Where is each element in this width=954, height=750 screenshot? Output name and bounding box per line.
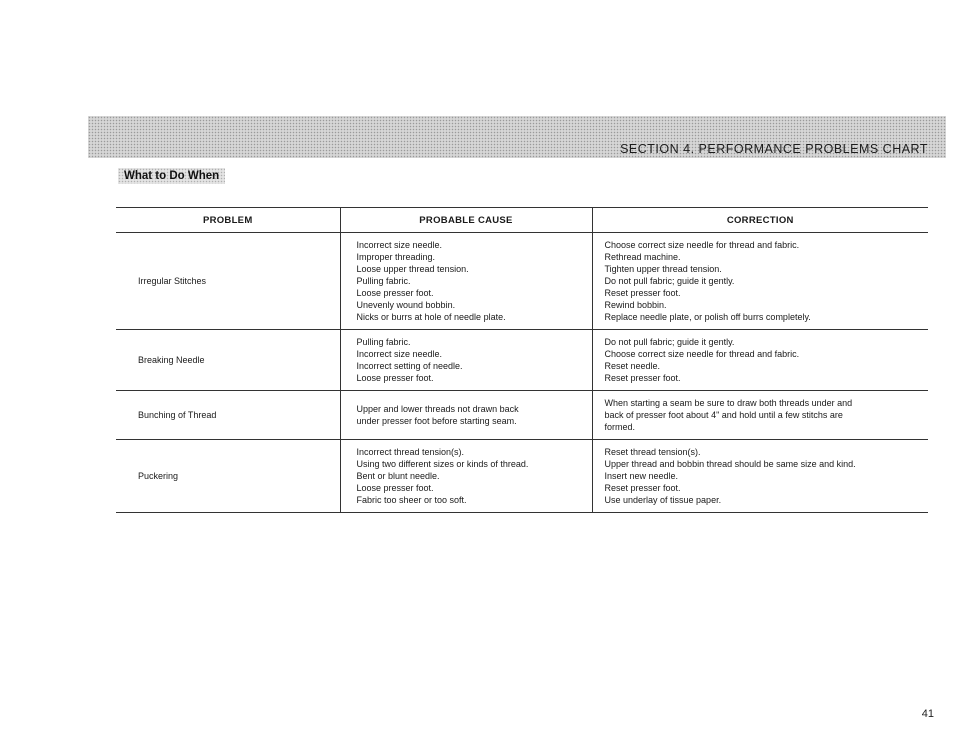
section-title: SECTION 4. PERFORMANCE PROBLEMS CHART — [620, 142, 928, 156]
correction-line: Use underlay of tissue paper. — [604, 495, 722, 505]
correction-line: Reset presser foot. — [604, 373, 681, 383]
table-header — [116, 208, 928, 233]
correction-line: Reset presser foot. — [604, 483, 681, 493]
correction-line: back of presser foot about 4" and hold until a few stitchs are — [604, 410, 843, 420]
correction-line: Do not pull fabric; guide it gently. — [604, 337, 735, 347]
correction-cell — [592, 391, 928, 440]
probable-cause-cell — [340, 233, 592, 330]
column-header-correction: CORRECTION — [592, 208, 928, 233]
correction-line: Tighten upper thread tension. — [604, 264, 722, 274]
probable-cause-line: Loose presser foot. — [356, 288, 434, 298]
probable-cause-line: Bent or blunt needle. — [356, 471, 440, 481]
table-row — [116, 440, 928, 513]
probable-cause-line: Incorrect size needle. — [356, 240, 443, 250]
subheading: What to Do When — [118, 168, 225, 184]
correction-cell — [592, 440, 928, 513]
table-row — [116, 391, 928, 440]
correction-line: Reset needle. — [604, 361, 661, 371]
probable-cause-line: Loose presser foot. — [356, 373, 434, 383]
header-row — [116, 208, 928, 233]
problem-cell: Irregular Stitches — [116, 233, 340, 330]
correction-line: Choose correct size needle for thread and fabric. — [604, 240, 800, 250]
probable-cause-line: Pulling fabric. — [356, 276, 411, 286]
correction-cell — [592, 330, 928, 391]
column-header-problem: PROBLEM — [116, 208, 340, 233]
correction-line: Upper thread and bobbin thread should be same size and kind. — [604, 459, 856, 469]
probable-cause-line: Loose upper thread tension. — [356, 264, 469, 274]
probable-cause-line: Loose presser foot. — [356, 483, 434, 493]
correction-line: Choose correct size needle for thread and fabric. — [604, 349, 800, 359]
correction-line: Insert new needle. — [604, 471, 679, 481]
table-body — [116, 233, 928, 513]
probable-cause-line: Upper and lower threads not drawn back — [356, 404, 519, 414]
probable-cause-line: Pulling fabric. — [356, 337, 411, 347]
correction-line: Rewind bobbin. — [604, 300, 667, 310]
probable-cause-line: Incorrect thread tension(s). — [356, 447, 465, 457]
problem-cell: Bunching of Thread — [116, 391, 340, 440]
probable-cause-line: Nicks or burrs at hole of needle plate. — [356, 312, 506, 322]
correction-line: Reset presser foot. — [604, 288, 681, 298]
correction-cell — [592, 233, 928, 330]
correction-line: Rethread machine. — [604, 252, 681, 262]
correction-line: Reset thread tension(s). — [604, 447, 701, 457]
probable-cause-line: under presser foot before starting seam. — [356, 416, 517, 426]
probable-cause-cell — [340, 391, 592, 440]
page-number: 41 — [921, 708, 934, 720]
correction-line: Replace needle plate, or polish off burrs completely. — [604, 312, 811, 322]
probable-cause-line: Fabric too sheer or too soft. — [356, 495, 467, 505]
problem-cell: Puckering — [116, 440, 340, 513]
table-row — [116, 233, 928, 330]
section-banner — [88, 116, 946, 158]
probable-cause-line: Using two different sizes or kinds of thread. — [356, 459, 529, 469]
correction-line: When starting a seam be sure to draw both threads under and — [604, 398, 853, 408]
probable-cause-line: Incorrect size needle. — [356, 349, 443, 359]
probable-cause-cell — [340, 440, 592, 513]
probable-cause-line: Unevenly wound bobbin. — [356, 300, 456, 310]
correction-line: formed. — [604, 422, 636, 432]
problem-cell: Breaking Needle — [116, 330, 340, 391]
column-header-probable-cause: PROBABLE CAUSE — [340, 208, 592, 233]
table-row — [116, 330, 928, 391]
probable-cause-cell — [340, 330, 592, 391]
performance-problems-table — [116, 207, 928, 513]
correction-line: Do not pull fabric; guide it gently. — [604, 276, 735, 286]
probable-cause-line: Incorrect setting of needle. — [356, 361, 463, 371]
probable-cause-line: Improper threading. — [356, 252, 436, 262]
